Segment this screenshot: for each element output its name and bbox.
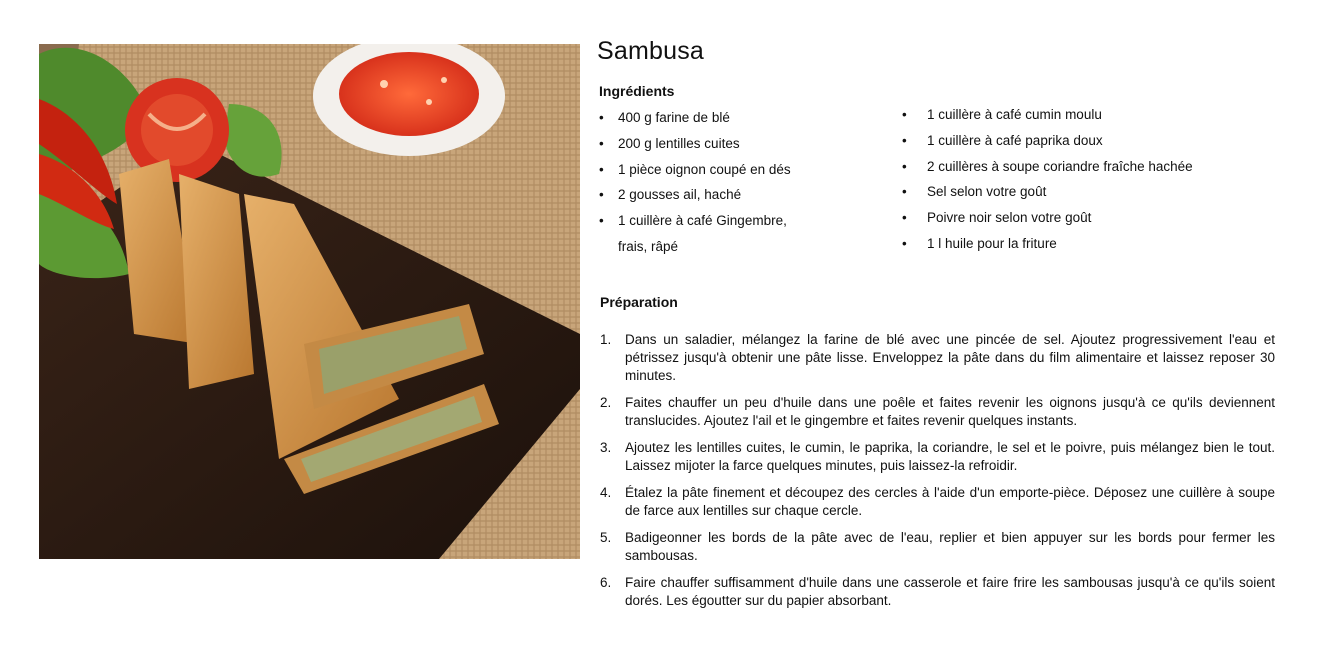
step-number: 1. [600, 332, 612, 347]
tomato-slice [125, 78, 229, 182]
step-text: Faites chauffer un peu d'huile dans une poêle et faites revenir les oignons jusqu'à ce qu'ils deviennent translucides. Ajoutez l'ail et le gingembre et faites revenir quelques instants. [625, 395, 1275, 429]
step-text: Étalez la pâte finement et découpez des cercles à l'aide d'un emporte-pièce. Déposez une cuillère à soupe de farce aux lentilles sur chaque cercle. [625, 484, 1275, 519]
step-number: 4. [600, 484, 612, 500]
recipe-title: Sambusa [597, 37, 705, 65]
step-text: Ajoutez les lentilles cuites, le cumin, le paprika, la coriandre, le sel et le poivre, puis mélangez bien le tout. Laissez mijoter la farce quelques minutes, puis laissez-la refroidir. [625, 440, 1275, 474]
ingredient-item: • 1 cuillère à café paprika doux [902, 128, 1222, 154]
step-text: Badigeonner les bords de la pâte avec de l'eau, replier et bien appuyer sur les bords pour fermer les sambousas. [625, 529, 1275, 564]
step-item [600, 394, 1275, 430]
preparation-heading: Préparation [600, 294, 678, 310]
step-number: 5. [600, 529, 612, 545]
ingredient-item: • 200 g lentilles cuites [599, 131, 804, 157]
step-number: 3. [600, 440, 612, 456]
step-item [600, 529, 1275, 565]
ingredient-item: • Sel selon votre goût [902, 179, 1222, 205]
preparation-steps [600, 331, 1275, 619]
step-item [600, 484, 1275, 520]
step-number: 6. [600, 574, 612, 590]
ingredient-item: • 1 l huile pour la friture [902, 231, 1222, 257]
step-text: Dans un saladier, mélangez la farine de blé avec une pincée de sel. Ajoutez progressivement l'eau et pétrissez jusqu'à obtenir une pâte lisse. Enveloppez la pâte dans du film alimentaire et laissez reposer 30 minutes. [625, 332, 1275, 384]
step-text: Faire chauffer suffisamment d'huile dans une casserole et faire frire les sambousas jusqu'à ce qu'ils soient dorés. Les égoutter sur du papier absorbant. [625, 574, 1275, 608]
ingredient-item: • 2 gousses ail, haché [599, 182, 804, 208]
step-item [600, 331, 1275, 386]
ingredient-item: • Poivre noir selon votre goût [902, 205, 1222, 231]
ingredient-item: • 1 cuillère à café cumin moulu [902, 102, 1222, 128]
ingredient-item: • 1 pièce oignon coupé en dés [599, 157, 804, 183]
ingredients-list-left [599, 105, 804, 260]
ingredient-item: • 400 g farine de blé [599, 105, 804, 131]
ingredients-heading: Ingrédients [599, 83, 675, 99]
step-item [600, 574, 1275, 610]
step-number: 2. [600, 395, 612, 411]
ingredient-item: • 1 cuillère à café Gingembre, frais, râpé [599, 208, 804, 260]
recipe-photo [39, 44, 580, 559]
ingredient-item: • 2 cuillères à soupe coriandre fraîche hachée [902, 154, 1222, 180]
step-item [600, 439, 1275, 475]
ingredients-list-right [902, 102, 1222, 257]
